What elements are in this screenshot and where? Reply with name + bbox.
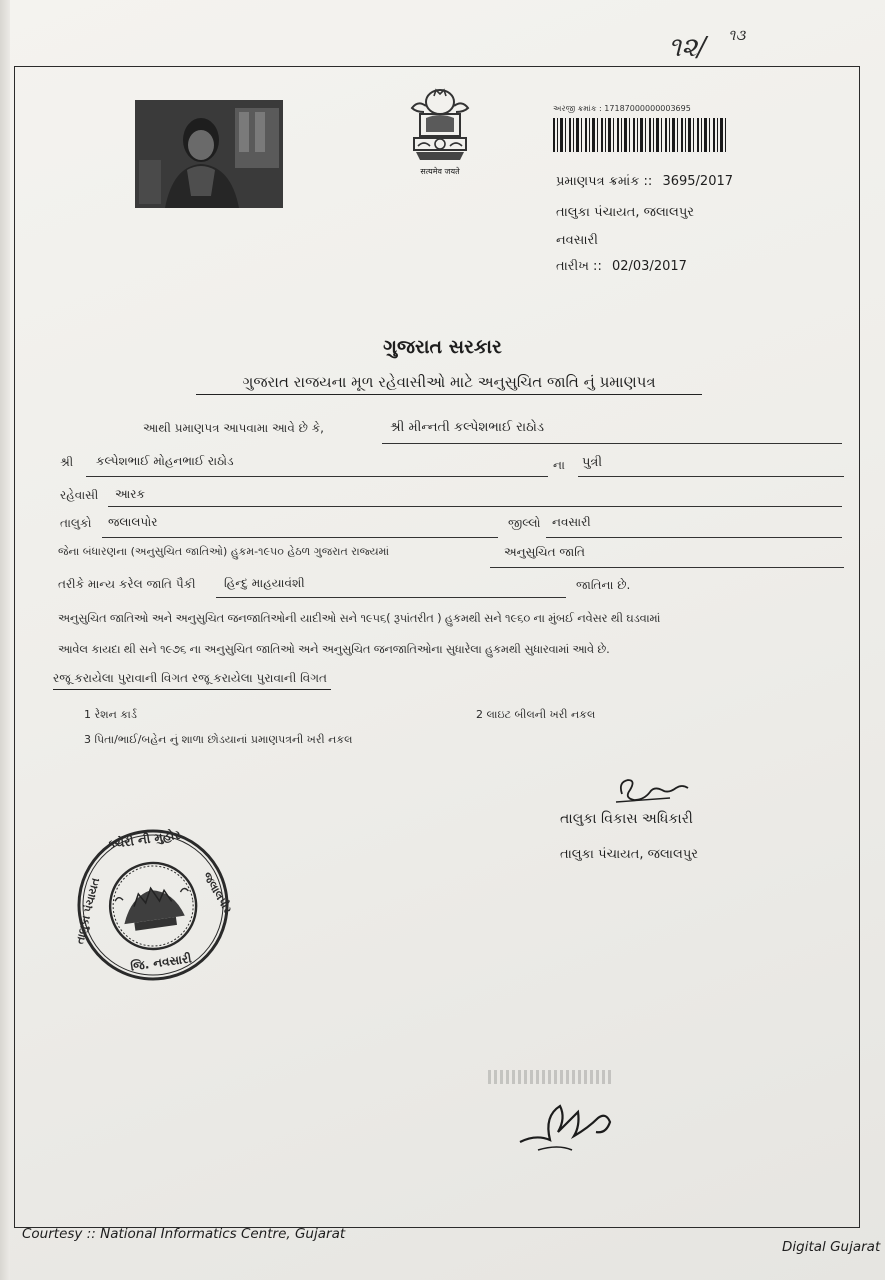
certificate-number-value: 3695/2017 bbox=[662, 174, 734, 189]
issue-date-label: તારીખ :: bbox=[556, 259, 602, 274]
handwritten-page-number: ૧૨/ bbox=[668, 32, 707, 63]
resident-value: આરક bbox=[115, 487, 145, 501]
issue-date-value: 02/03/2017 bbox=[611, 259, 687, 274]
attestation-signature bbox=[514, 1092, 626, 1162]
taluka-label: તાલુકો bbox=[60, 516, 92, 530]
district-underline bbox=[546, 537, 842, 538]
order-label: જેના બંધારણના (અનુસુચિત જાતિઓ) હુકમ-૧૯૫૦ હેઠળ ગુજરાત રાજ્યમાં bbox=[58, 545, 390, 558]
certificate-number-label: પ્રમાણપત્ર ક્રમાંક :: bbox=[556, 174, 653, 189]
evidence-heading: રજૂ કરાયેલા પુરાવાની વિગત રજૂ કરાયેલા પુરાવાની વિગત bbox=[53, 671, 331, 690]
resident-underline bbox=[108, 506, 842, 507]
government-title: ગુજરાત સરકાર bbox=[383, 336, 502, 358]
father-name-underline bbox=[86, 476, 548, 477]
footer-courtesy: Courtesy :: National Informatics Centre, Gujarat bbox=[22, 1226, 346, 1242]
relation-prefix: ના bbox=[553, 458, 565, 472]
relation-value: પુત્રી bbox=[582, 455, 603, 470]
footer-brand: Digital Gujarat bbox=[782, 1239, 881, 1255]
seal-right-text: જલાલપોર bbox=[200, 869, 235, 916]
evidence-item: 2 લાઇટ બીલની ખરી નકલ bbox=[476, 708, 596, 721]
category-underline bbox=[490, 567, 844, 568]
district-label: જીલ્લો bbox=[508, 516, 541, 530]
issue-date-row bbox=[556, 259, 687, 274]
legal-paragraph-line-1: અનુસુચિત જાતિઓ અને અનુસુચિત જનજાતિઓની યાદીઓ સને ૧૯૫૬( રૂપાંતરીત ) હુકમથી સને ૧૯૬૦ ના મુંબઈ નવેસર થી ઘડવામાં bbox=[58, 611, 661, 625]
person-name-underline bbox=[382, 443, 842, 444]
shri-label: શ્રી bbox=[60, 455, 74, 469]
caste-suffix: જાતિના છે. bbox=[576, 578, 631, 592]
taluka-value: જલાલપોર bbox=[108, 515, 158, 529]
seal-top-text: ક્ચેરી ની મુહોર bbox=[106, 827, 182, 852]
evidence-item: 1 રેશન કાર્ડ bbox=[84, 708, 137, 721]
seal-left-text: તાલુકા પંચાયત bbox=[73, 876, 103, 946]
application-number-row bbox=[553, 104, 691, 114]
caste-underline bbox=[216, 597, 566, 598]
signatory-office: તાલુકા પંચાયત, જલાલપુર bbox=[560, 847, 698, 862]
handwritten-page-superscript: ૧૩ bbox=[728, 26, 746, 44]
application-number-value: 17187000000003695 bbox=[604, 104, 691, 113]
certificate-subtitle: ગુજરાત રાજયના મૂળ રહેવાસીઓ માટે અનુસુચિત જાતિ નું પ્રમાણપત્ર bbox=[196, 373, 702, 395]
district-value: નવસારી bbox=[552, 515, 591, 529]
issuing-district: નવસારી bbox=[556, 233, 598, 248]
legal-paragraph-line-2: આવેલ કાયદા થી સને ૧૯૭૬ ના અનુસુચિત જાતિઓ અને અનુસુચિત જનજાતિઓના સુધારેલા હુકમથી સુધારવામાં આવે છે. bbox=[58, 642, 610, 656]
application-number-label: અરજી ક્રમાંક : bbox=[553, 104, 602, 113]
issuing-office: તાલુકા પંચાયત, જલાલપુર bbox=[556, 205, 694, 220]
officer-signature bbox=[608, 774, 694, 810]
faint-attestation-stamp bbox=[488, 1070, 612, 1084]
office-seal bbox=[66, 818, 240, 992]
intro-label: આથી પ્રમાણપત્ર આપવામા આવે છે કે, bbox=[143, 421, 324, 435]
ashoka-lion-capital-icon bbox=[400, 82, 480, 166]
seal-bottom-text: જિ. નવસારી bbox=[129, 951, 193, 974]
recognized-label: તરીકે માન્ય કરેલ જાતિ પૈકી bbox=[58, 577, 196, 591]
application-barcode bbox=[553, 118, 729, 152]
resident-label: રહેવાસી bbox=[60, 488, 99, 502]
taluka-underline bbox=[102, 537, 498, 538]
signatory-title: તાલુકા વિકાસ અધિકારી bbox=[560, 811, 693, 827]
applicant-photo bbox=[135, 100, 283, 208]
certificate-number-row bbox=[556, 174, 733, 189]
page-edge-shadow bbox=[0, 0, 10, 1280]
father-name: કલ્પેશભાઈ મોહનભાઈ રાઠોડ bbox=[96, 454, 234, 468]
emblem-motto: सत्यमेव जयते bbox=[420, 167, 460, 176]
evidence-item: 3 પિતા/ભાઈ/બહેન નું શાળા છોડયાનાં પ્રમાણપત્રની ખરી નકલ bbox=[84, 733, 353, 746]
relation-underline bbox=[578, 476, 844, 477]
caste-value: હિન્દુ માહયાવંશી bbox=[224, 576, 305, 590]
person-name: શ્રી મીન્નતી કલ્પેશભાઈ રાઠોડ bbox=[390, 420, 545, 435]
category-value: અનુસુચિત જાતિ bbox=[504, 545, 585, 559]
national-emblem bbox=[400, 82, 480, 176]
